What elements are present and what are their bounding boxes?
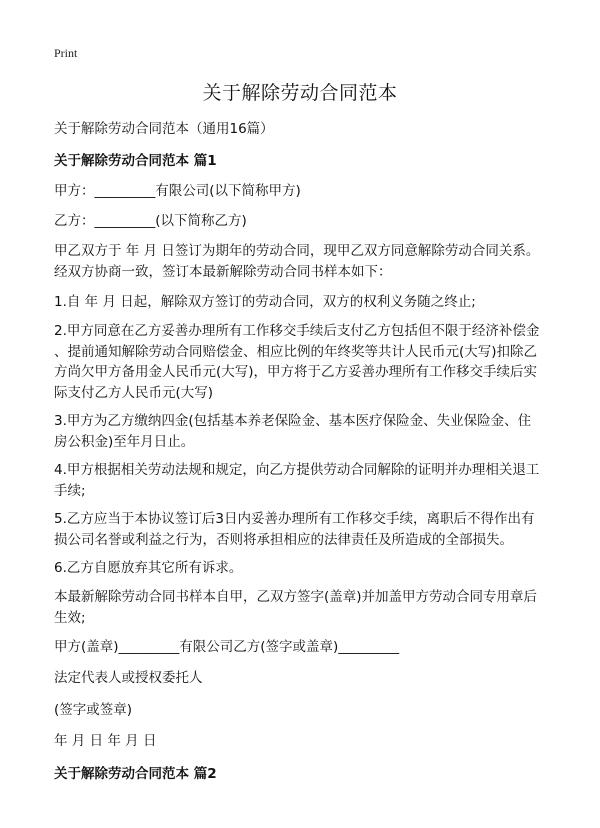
document-subtitle: 关于解除劳动合同范本（通用16篇） xyxy=(54,121,274,137)
clause-1: 1.自 年 月 日起，解除双方签订的劳动合同，双方的权利义务随之终止; xyxy=(54,294,476,310)
clause-3-line-2: 房公积金)至年月日止。 xyxy=(54,434,195,450)
party-a-line: 甲方：_________有限公司(以下简称甲方) xyxy=(54,183,301,199)
clause-5-line-2: 损公司名誉或利益之行为，否则将承担相应的法律责任及所造成的全部损失。 xyxy=(54,532,513,548)
clause-3-line-1: 3.甲方为乙方缴纳四金(包括基本养老保险金、基本医疗保险金、失业保险金、住 xyxy=(54,413,532,429)
legal-representative: 法定代表人或授权委托人 xyxy=(54,670,203,686)
clause-4-line-1: 4.甲方根据相关劳动法规和规定，向乙方提供劳动合同解除的证明并办理相关退工 xyxy=(54,462,540,478)
section-heading-2: 关于解除劳动合同范本 篇2 xyxy=(54,766,217,782)
print-label: Print xyxy=(54,46,78,60)
clause-5-line-1: 5.乙方应当于本协议签订后3日内妥善办理所有工作移交手续，离职后不得作出有 xyxy=(54,511,535,527)
clause-2-line-2: 、提前通知解除劳动合同赔偿金、相应比例的年终奖等共计人民币元(大写)扣除乙 xyxy=(54,344,538,360)
party-b-line: 乙方：_________(以下简称乙方) xyxy=(54,213,247,229)
document-title: 关于解除劳动合同范本 xyxy=(202,82,398,104)
section-heading-1: 关于解除劳动合同范本 篇1 xyxy=(54,153,217,169)
clause-2-line-1: 2.甲方同意在乙方妥善办理所有工作移交手续后支付乙方包括但不限于经济补偿金 xyxy=(54,323,540,339)
effective-line-2: 生效; xyxy=(54,610,86,626)
clause-2-line-4: 际支付乙方人民币元(大写) xyxy=(54,385,214,401)
signature-line: 甲方(盖章)_________有限公司乙方(签字或盖章)_________ xyxy=(54,639,400,655)
clause-4-line-2: 手续; xyxy=(54,483,86,499)
intro-line-2: 经双方协商一致，签订本最新解除劳动合同书样本如下： xyxy=(54,264,392,280)
intro-line-1: 甲乙双方于 年 月 日签订为期年的劳动合同，现甲乙双方同意解除劳动合同关系。 xyxy=(54,243,540,259)
effective-line-1: 本最新解除劳动合同书样本自甲，乙双方签字(盖章)并加盖甲方劳动合同专用章后 xyxy=(54,589,538,605)
clause-6: 6.乙方自愿放弃其它所有诉求。 xyxy=(54,560,243,576)
sign-or-seal: (签字或签章) xyxy=(54,702,133,718)
date-line: 年 月 日 年 月 日 xyxy=(54,733,157,749)
clause-2-line-3: 方尚欠甲方备用金人民币元(大写)，甲方将于乙方妥善办理所有工作移交手续后实 xyxy=(54,364,538,380)
